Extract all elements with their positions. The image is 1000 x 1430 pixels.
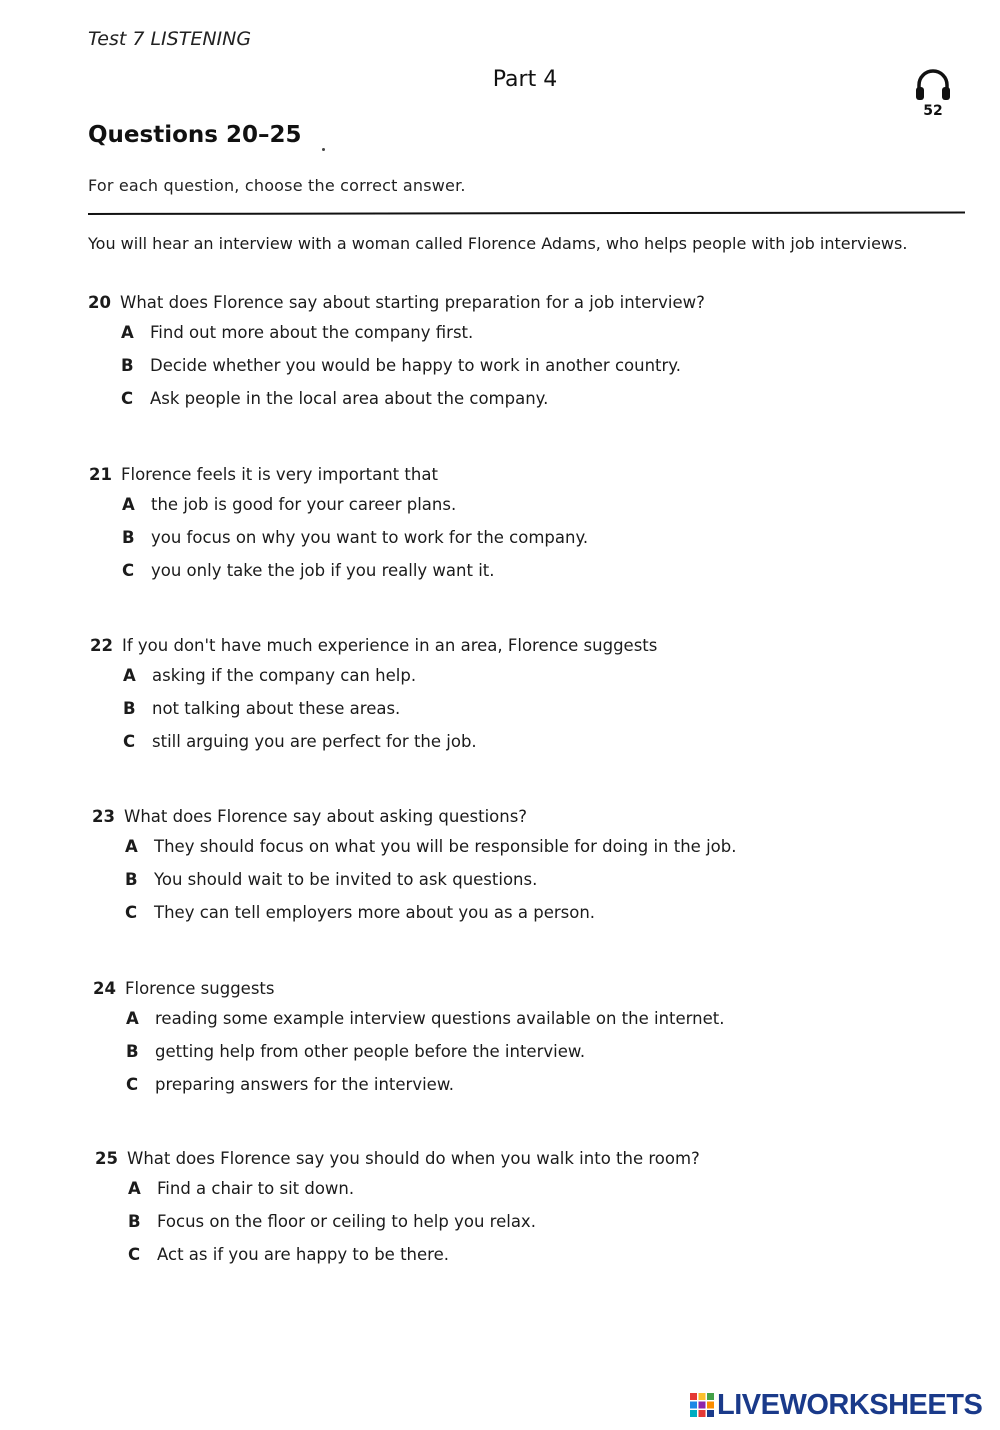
option-letter: A <box>126 1009 139 1028</box>
question-text: Florence feels it is very important that <box>121 465 438 484</box>
question-number: 23 <box>92 807 115 826</box>
option-letter: C <box>125 903 138 922</box>
option-letter: A <box>125 837 138 856</box>
option-letter: A <box>122 495 135 514</box>
option-letter: B <box>126 1042 139 1061</box>
question-21 <box>89 462 969 587</box>
option-letter: C <box>126 1075 139 1094</box>
option-c[interactable] <box>89 554 969 587</box>
question-stem <box>95 1146 975 1172</box>
question-22 <box>90 633 970 758</box>
option-b[interactable] <box>95 1205 975 1238</box>
option-letter: C <box>123 732 136 751</box>
option-letter: B <box>121 356 134 375</box>
liveworksheets-text: LIVEWORKSHEETS <box>717 1388 983 1421</box>
question-number: 20 <box>88 293 111 312</box>
scan-speck <box>322 148 325 151</box>
liveworksheets-icon <box>690 1393 714 1417</box>
track-number: 52 <box>923 103 943 119</box>
option-text: reading some example interview questions available on the internet. <box>155 1009 725 1028</box>
option-a[interactable] <box>89 488 969 521</box>
question-stem <box>88 290 968 316</box>
option-b[interactable] <box>92 863 972 896</box>
instruction-text: For each question, choose the correct answer. <box>88 176 466 195</box>
option-letter: A <box>121 323 134 342</box>
question-text: What does Florence say about asking questions? <box>124 807 528 826</box>
option-a[interactable] <box>93 1002 973 1035</box>
option-text: Find a chair to sit down. <box>157 1179 355 1198</box>
option-text: They can tell employers more about you as a person. <box>154 903 596 922</box>
question-number: 25 <box>95 1149 118 1168</box>
option-text: asking if the company can help. <box>152 666 417 685</box>
option-letter: B <box>123 699 136 718</box>
question-number: 21 <box>89 465 112 484</box>
option-text: You should wait to be invited to ask questions. <box>154 870 538 889</box>
question-25 <box>95 1146 975 1271</box>
option-text: still arguing you are perfect for the job. <box>152 732 477 751</box>
option-text: you only take the job if you really want it. <box>151 561 495 580</box>
option-text: preparing answers for the interview. <box>155 1075 455 1094</box>
option-c[interactable] <box>95 1238 975 1271</box>
option-a[interactable] <box>92 830 972 863</box>
option-a[interactable] <box>95 1172 975 1205</box>
option-text: They should focus on what you will be responsible for doing in the job. <box>154 837 737 856</box>
option-letter: A <box>128 1179 141 1198</box>
option-letter: B <box>122 528 135 547</box>
question-text: What does Florence say you should do when you walk into the room? <box>127 1149 700 1168</box>
part-title: Part 4 <box>492 67 558 92</box>
question-number: 22 <box>90 636 113 655</box>
questions-heading: Questions 20–25 <box>88 122 302 148</box>
option-letter: C <box>121 389 134 408</box>
page-header-title: Test 7 LISTENING <box>88 28 252 50</box>
option-letter: A <box>123 666 136 685</box>
audio-track-marker <box>912 65 954 125</box>
option-text: getting help from other people before the interview. <box>155 1042 586 1061</box>
option-b[interactable] <box>93 1035 973 1068</box>
option-c[interactable] <box>93 1068 973 1101</box>
option-letter: C <box>122 561 135 580</box>
option-text: you focus on why you want to work for the company. <box>151 528 589 547</box>
option-c[interactable] <box>88 382 968 415</box>
option-text: Ask people in the local area about the company. <box>150 389 549 408</box>
option-letter: B <box>128 1212 141 1231</box>
headphones-icon <box>912 65 954 105</box>
option-text: the job is good for your career plans. <box>151 495 457 514</box>
question-text: If you don't have much experience in an area, Florence suggests <box>122 636 658 655</box>
question-number: 24 <box>93 979 116 998</box>
question-stem <box>93 976 973 1002</box>
question-stem <box>89 462 969 488</box>
option-text: Focus on the floor or ceiling to help you relax. <box>157 1212 536 1231</box>
option-b[interactable] <box>89 521 969 554</box>
liveworksheets-logo[interactable] <box>690 1388 982 1422</box>
question-stem <box>92 804 972 830</box>
option-b[interactable] <box>88 349 968 382</box>
option-letter: B <box>125 870 138 889</box>
option-text: not talking about these areas. <box>152 699 401 718</box>
option-c[interactable] <box>90 725 970 758</box>
option-a[interactable] <box>90 659 970 692</box>
divider-line <box>88 211 965 215</box>
question-stem <box>90 633 970 659</box>
option-letter: C <box>128 1245 141 1264</box>
option-text: Find out more about the company first. <box>150 323 474 342</box>
option-b[interactable] <box>90 692 970 725</box>
question-23 <box>92 804 972 929</box>
option-text: Decide whether you would be happy to work in another country. <box>150 356 681 375</box>
option-c[interactable] <box>92 896 972 929</box>
intro-text: You will hear an interview with a woman called Florence Adams, who helps people with job interviews. <box>88 234 908 253</box>
option-a[interactable] <box>88 316 968 349</box>
option-text: Act as if you are happy to be there. <box>157 1245 449 1264</box>
question-text: Florence suggests <box>125 979 275 998</box>
question-text: What does Florence say about starting preparation for a job interview? <box>120 293 705 312</box>
question-20 <box>88 290 968 415</box>
question-24 <box>93 976 973 1101</box>
